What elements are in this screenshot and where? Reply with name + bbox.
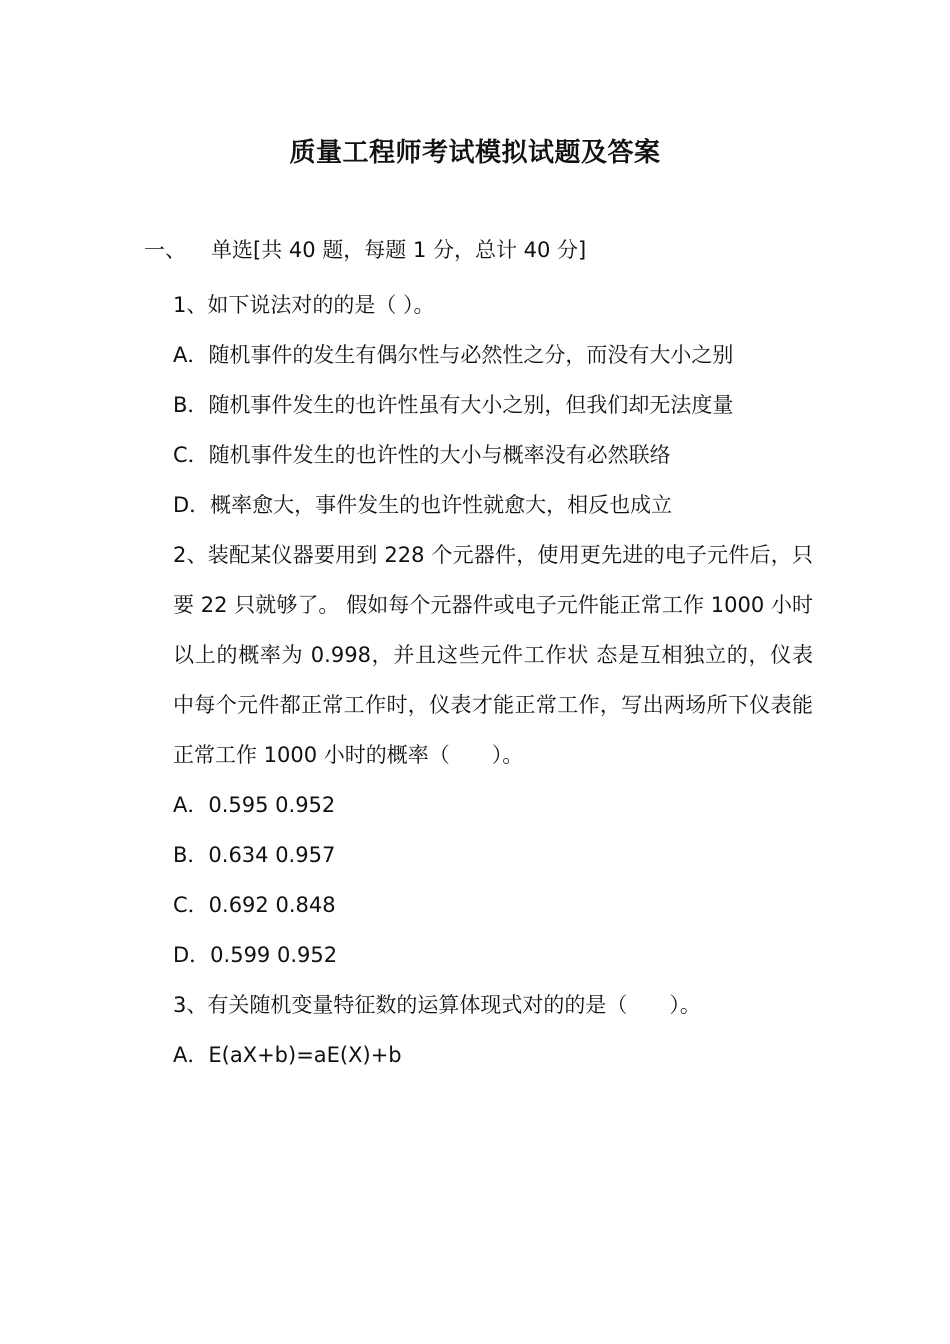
- question-1-option-c: C．随机事件发生的也许性的大小与概率没有必然联络: [173, 443, 671, 467]
- question-1-option-a: A．随机事件的发生有偶尔性与必然性之分，而没有大小之别: [173, 343, 734, 367]
- question-1-stem: 1、如下说法对的的是（ ）。: [173, 293, 435, 317]
- section-number: 一、: [144, 238, 186, 262]
- document-title: 质量工程师考试模拟试题及答案: [289, 138, 661, 168]
- question-1-option-b: B．随机事件发生的也许性虽有大小之别，但我们却无法度量: [173, 393, 734, 417]
- question-3-stem: 3、有关随机变量特征数的运算体现式对的的是（ ）。: [173, 993, 701, 1017]
- question-1-option-d: D．概率愈大，事件发生的也许性就愈大，相反也成立: [173, 493, 673, 517]
- question-3-option-a: A．E(aX+b)=aE(X)+b: [173, 1043, 402, 1067]
- question-2-option-c: C．0.692 0.848: [173, 893, 336, 917]
- question-2-option-d: D．0.599 0.952: [173, 943, 338, 967]
- section-heading: [144, 232, 586, 268]
- section-heading-text: 单选[共 40 题，每题 1 分，总计 40 分]: [211, 238, 587, 262]
- question-2-option-b: B．0.634 0.957: [173, 843, 336, 867]
- question-2-stem: 2、装配某仪器要用到 228 个元器件，使用更先进的电子元件后，只要 22 只就够了。 假如每个元器件或电子元件能正常工作 1000 小时以上的概率为 0.998，并且这些元件工作状 态是互相独立的，仪表中每个元件都正常工作时，仪表才能正常工作，写出两场所下仪表能正常工作 1000 小时的概率（ ）。: [173, 543, 813, 767]
- question-list: [173, 280, 813, 1080]
- question-2-option-a: A．0.595 0.952: [173, 793, 336, 817]
